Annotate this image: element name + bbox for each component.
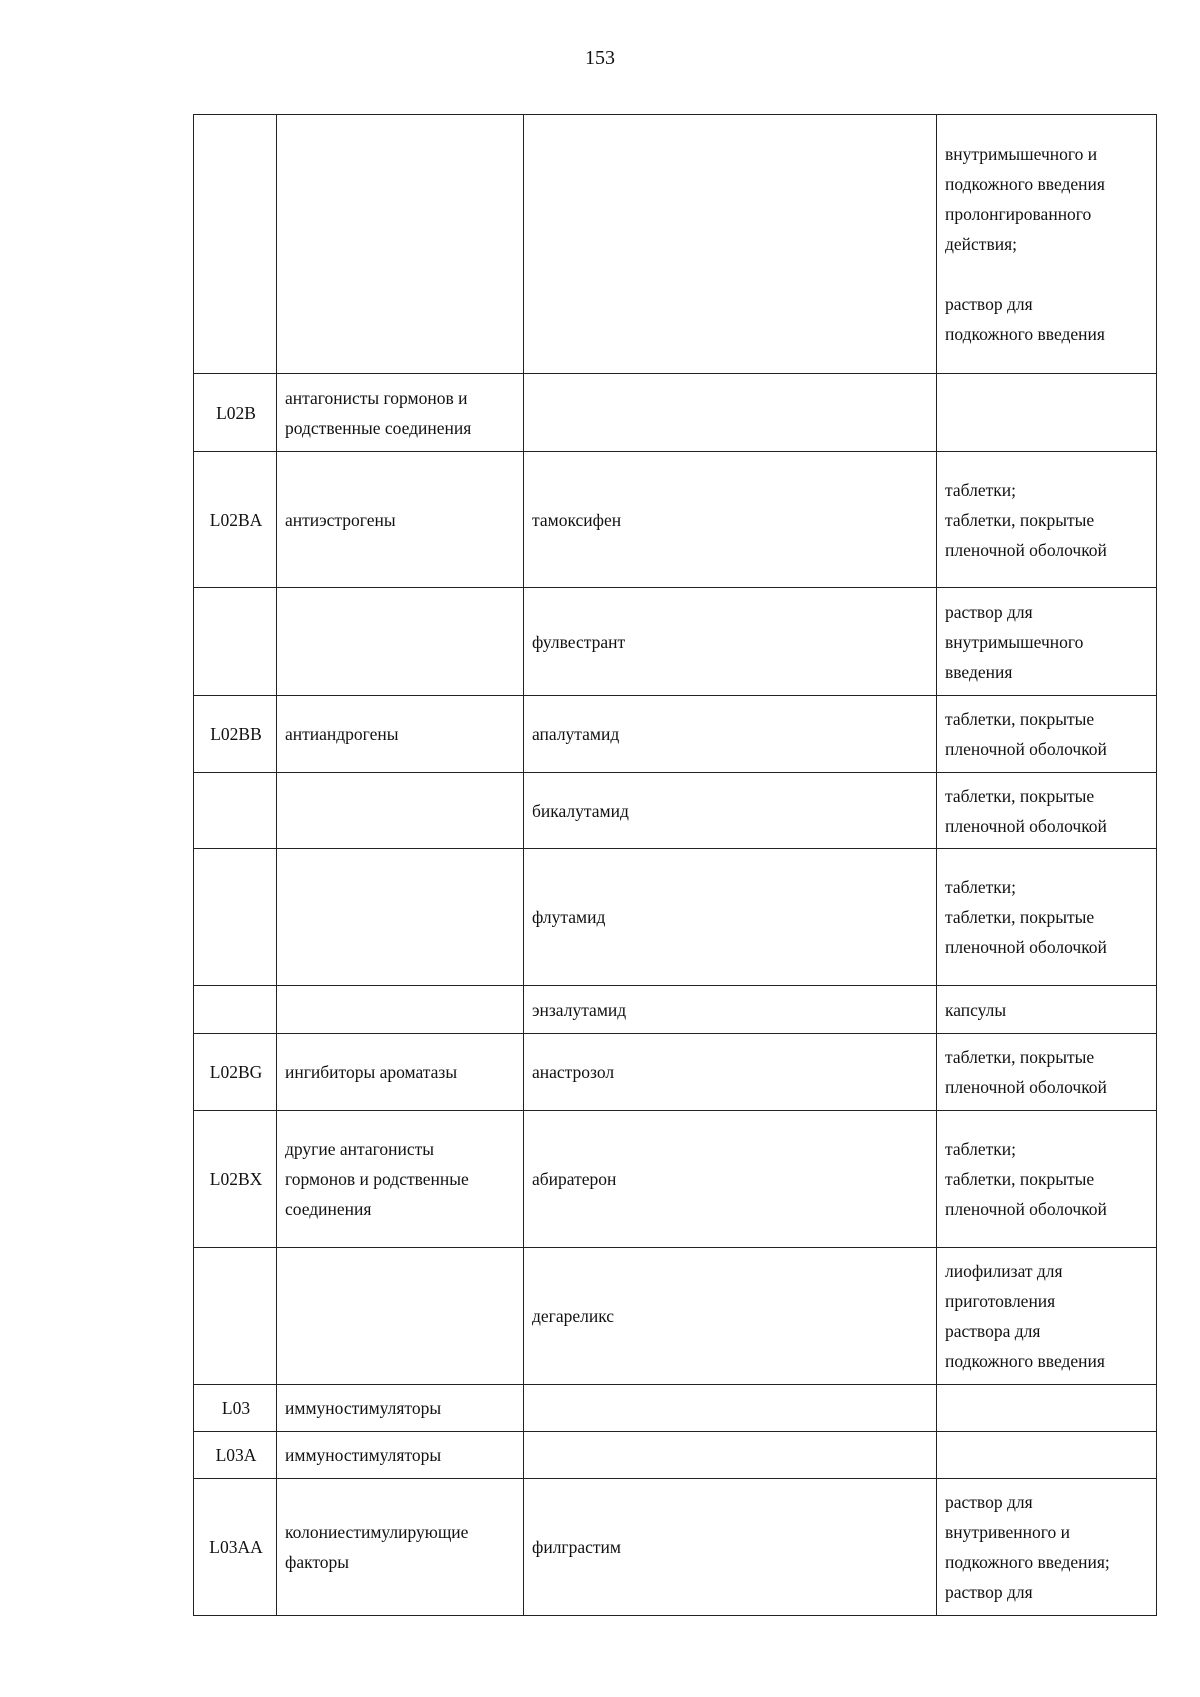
dosage-form-line: раствор для: [945, 1492, 1033, 1512]
atc-code-cell: L02BB: [194, 696, 277, 773]
dosage-form-line: внутривенного и: [945, 1522, 1070, 1542]
drug-name-cell: бикалутамид: [524, 773, 937, 849]
dosage-form-line: таблетки, покрытые: [945, 1169, 1095, 1189]
group-text-line: колониестимулирующие: [285, 1522, 469, 1542]
dosage-form-line: пленочной оболочкой: [945, 1077, 1107, 1097]
dosage-form-line: лиофилизат для: [945, 1261, 1063, 1281]
atc-code-cell: [194, 773, 277, 849]
dosage-form-cell: [937, 696, 1157, 773]
dosage-form-cell: [937, 115, 1157, 374]
drug-name-cell: апалутамид: [524, 696, 937, 773]
dosage-form-cell: [937, 849, 1157, 986]
dosage-form-cell: [937, 1479, 1157, 1616]
group-text-line: другие антагонисты: [285, 1139, 435, 1159]
table-row: [194, 1479, 1157, 1616]
dosage-form-line: капсулы: [945, 999, 1007, 1020]
table-row: [194, 849, 1157, 986]
dosage-form-paragraph: [945, 995, 1150, 1025]
group-text-line: антагонисты гормонов и: [285, 387, 468, 408]
group-text-line: иммуностимуляторы: [285, 1398, 442, 1418]
anatomical-therapeutic-group-cell: [277, 696, 524, 773]
dosage-form-line: внутримышечного: [945, 631, 1084, 652]
dosage-form-paragraph: [945, 1134, 1150, 1224]
atc-code-cell: [194, 115, 277, 374]
dosage-form-cell: [937, 1248, 1157, 1385]
dosage-form-line: подкожного введения;: [945, 1552, 1110, 1572]
anatomical-therapeutic-group-cell: [277, 588, 524, 696]
dosage-form-line: подкожного введения: [945, 324, 1105, 344]
drug-name-cell: [524, 1385, 937, 1432]
dosage-form-paragraph: [945, 289, 1150, 349]
table-row: [194, 696, 1157, 773]
dosage-form-line: внутримышечного и: [945, 144, 1098, 164]
dosage-form-line: таблетки;: [945, 877, 1016, 897]
dosage-form-line: раствор для: [945, 294, 1033, 314]
dosage-form-paragraph: [945, 781, 1150, 841]
group-text-line: родственные соединения: [285, 417, 472, 438]
dosage-form-line: пленочной оболочкой: [945, 739, 1107, 759]
dosage-form-line: раствора для: [945, 1321, 1041, 1341]
dosage-form-line: действия;: [945, 234, 1017, 254]
dosage-form-paragraph: [945, 872, 1150, 962]
anatomical-therapeutic-group-cell: [277, 452, 524, 588]
group-text-line: антиандрогены: [285, 724, 399, 744]
atc-code-cell: [194, 849, 277, 986]
dosage-form-paragraph: [945, 1256, 1150, 1376]
dosage-form-cell: [937, 1111, 1157, 1248]
dosage-form-line: таблетки, покрытые: [945, 1047, 1095, 1067]
dosage-form-line: приготовления: [945, 1291, 1056, 1311]
atc-code-cell: [194, 986, 277, 1034]
dosage-form-line: пленочной оболочкой: [945, 937, 1107, 957]
dosage-form-paragraph: [945, 1042, 1150, 1102]
dosage-form-line: раствор для: [945, 1582, 1033, 1602]
atc-code-cell: L03AA: [194, 1479, 277, 1616]
drug-name-cell: дегареликс: [524, 1248, 937, 1385]
dosage-form-line: введения: [945, 661, 1013, 682]
dosage-form-line: пленочной оболочкой: [945, 1199, 1107, 1219]
drug-table: [193, 114, 1157, 1616]
dosage-form-paragraph: [945, 475, 1150, 565]
anatomical-therapeutic-group-cell: [277, 849, 524, 986]
dosage-form-cell: [937, 374, 1157, 452]
atc-code-cell: L02BX: [194, 1111, 277, 1248]
dosage-form-line: пленочной оболочкой: [945, 815, 1107, 836]
table-row: [194, 115, 1157, 374]
anatomical-therapeutic-group-cell: [277, 1111, 524, 1248]
dosage-form-cell: [937, 1385, 1157, 1432]
drug-name-cell: [524, 1432, 937, 1479]
table-row: [194, 1248, 1157, 1385]
table-row: [194, 773, 1157, 849]
dosage-form-paragraph: [945, 139, 1150, 259]
table-row: [194, 1034, 1157, 1111]
drug-table-body: [194, 115, 1157, 1616]
atc-code-cell: [194, 1248, 277, 1385]
dosage-form-cell: [937, 1034, 1157, 1111]
table-row: [194, 1111, 1157, 1248]
dosage-form-cell: [937, 773, 1157, 849]
anatomical-therapeutic-group-cell: [277, 115, 524, 374]
drug-name-cell: [524, 374, 937, 452]
dosage-form-line: таблетки, покрытые: [945, 709, 1095, 729]
anatomical-therapeutic-group-cell: [277, 1034, 524, 1111]
dosage-form-line: таблетки, покрытые: [945, 907, 1095, 927]
drug-name-cell: тамоксифен: [524, 452, 937, 588]
atc-code-cell: L02B: [194, 374, 277, 452]
dosage-form-line: таблетки, покрытые: [945, 509, 1095, 530]
group-text-line: факторы: [285, 1552, 350, 1572]
table-row: [194, 1385, 1157, 1432]
dosage-form-line: подкожного введения: [945, 174, 1105, 194]
dosage-form-cell: [937, 588, 1157, 696]
anatomical-therapeutic-group-cell: [277, 1248, 524, 1385]
drug-name-cell: фулвестрант: [524, 588, 937, 696]
anatomical-therapeutic-group-cell: [277, 773, 524, 849]
drug-name-cell: абиратерон: [524, 1111, 937, 1248]
table-row: [194, 588, 1157, 696]
drug-name-cell: энзалутамид: [524, 986, 937, 1034]
dosage-form-paragraph: [945, 597, 1150, 687]
group-text-line: антиэстрогены: [285, 509, 396, 530]
atc-code-cell: L02BG: [194, 1034, 277, 1111]
drug-name-cell: филграстим: [524, 1479, 937, 1616]
anatomical-therapeutic-group-cell: [277, 374, 524, 452]
group-text-line: гормонов и родственные: [285, 1169, 469, 1189]
group-text-line: иммуностимуляторы: [285, 1445, 442, 1465]
table-row: [194, 1432, 1157, 1479]
atc-code-cell: L03A: [194, 1432, 277, 1479]
anatomical-therapeutic-group-cell: [277, 1432, 524, 1479]
group-text-line: ингибиторы ароматазы: [285, 1062, 458, 1082]
table-row: [194, 986, 1157, 1034]
anatomical-therapeutic-group-cell: [277, 986, 524, 1034]
dosage-form-line: раствор для: [945, 601, 1033, 622]
atc-code-cell: L02BA: [194, 452, 277, 588]
dosage-form-line: пролонгированного: [945, 204, 1092, 224]
drug-name-cell: [524, 115, 937, 374]
page-number: 153: [585, 47, 615, 69]
dosage-form-cell: [937, 1432, 1157, 1479]
dosage-form-cell: [937, 986, 1157, 1034]
dosage-form-line: пленочной оболочкой: [945, 539, 1107, 560]
drug-name-cell: анастрозол: [524, 1034, 937, 1111]
dosage-form-line: таблетки, покрытые: [945, 785, 1095, 806]
anatomical-therapeutic-group-cell: [277, 1479, 524, 1616]
anatomical-therapeutic-group-cell: [277, 1385, 524, 1432]
table-row: [194, 452, 1157, 588]
dosage-form-line: таблетки;: [945, 479, 1016, 500]
dosage-form-paragraph: [945, 704, 1150, 764]
atc-code-cell: [194, 588, 277, 696]
atc-code-cell: L03: [194, 1385, 277, 1432]
dosage-form-line: подкожного введения: [945, 1351, 1105, 1371]
table-row: [194, 374, 1157, 452]
dosage-form-paragraph: [945, 1487, 1150, 1607]
dosage-form-line: таблетки;: [945, 1139, 1016, 1159]
drug-name-cell: флутамид: [524, 849, 937, 986]
group-text-line: соединения: [285, 1199, 372, 1219]
dosage-form-cell: [937, 452, 1157, 588]
